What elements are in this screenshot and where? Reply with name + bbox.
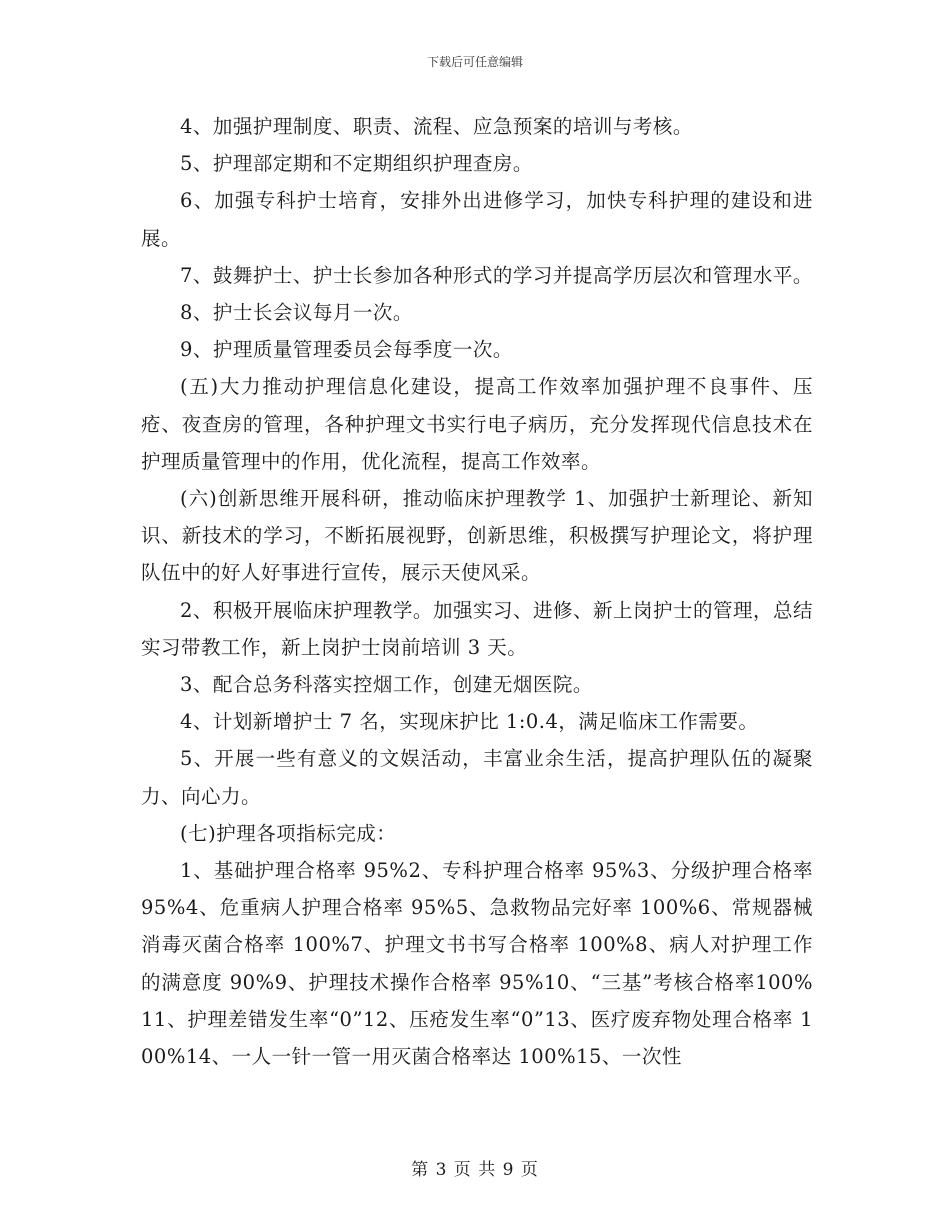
paragraph: 8、护士长会议每月一次。 — [180, 301, 413, 325]
page-number: 第 3 页 共 9 页 — [411, 1160, 539, 1180]
section-paragraph: (五)大力推动护理信息化建设，提高工作效率加强护理不良事件、压疮、夜查房的管理，各种护理文书实行电子病历，充分发挥现代信息技术在护理质量管理中的作用，优化流程，提高工作效率。 — [141, 375, 813, 473]
section-heading: (七)护理各项指标完成： — [180, 821, 397, 845]
section-paragraph: (六)创新思维开展科研，推动临床护理教学 1、加强护士新理论、新知识、新技术的学习，不断拓展视野，创新思维，积极撰写护理论文，将护理队伍中的好人好事进行宣传，展示天使风采。 — [141, 487, 813, 585]
paragraph: 5、开展一些有意义的文娱活动，丰富业余生活，提高护理队伍的凝聚力、向心力。 — [141, 747, 813, 808]
paragraph: 3、配合总务科落实控烟工作，创建无烟医院。 — [180, 673, 593, 697]
header-note: 下载后可任意编辑 — [426, 55, 523, 69]
paragraph: 6、加强专科护士培育，安排外出进修学习，加快专科护理的建设和进展。 — [141, 189, 813, 250]
paragraph: 9、护理质量管理委员会每季度一次。 — [180, 338, 513, 362]
indicator-list-paragraph: 1、基础护理合格率 95%2、专科护理合格率 95%3、分级护理合格率 95%4、危重病人护理合格率 95%5、急救物品完好率 100%6、常规器械消毒灭菌合格率 100%7、护理文书书写合格率 100%8、病人对护理工作的满意度 90%9、护理技术操作合格率 95%10、“三基”考核合格率100%11、护理差错发生率“0”12、压疮发生率“0”13、医疗废弃物处理合格率 100%14、一人一针一管一用灭菌合格率达 100%15、一次性 — [141, 859, 813, 1069]
paragraph: 7、鼓舞护士、护士长参加各种形式的学习并提高学历层次和管理水平。 — [180, 263, 813, 287]
paragraph: 4、计划新增护士 7 名，实现床护比 1:0.4，满足临床工作需要。 — [180, 710, 759, 734]
paragraph: 2、积极开展临床护理教学。加强实习、进修、新上岗护士的管理，总结实习带教工作，新上岗护士岗前培训 3 天。 — [141, 598, 813, 659]
document-body — [141, 108, 813, 1075]
paragraph: 4、加强护理制度、职责、流程、应急预案的培训与考核。 — [180, 115, 693, 138]
paragraph: 5、护理部定期和不定期组织护理查房。 — [180, 152, 533, 176]
